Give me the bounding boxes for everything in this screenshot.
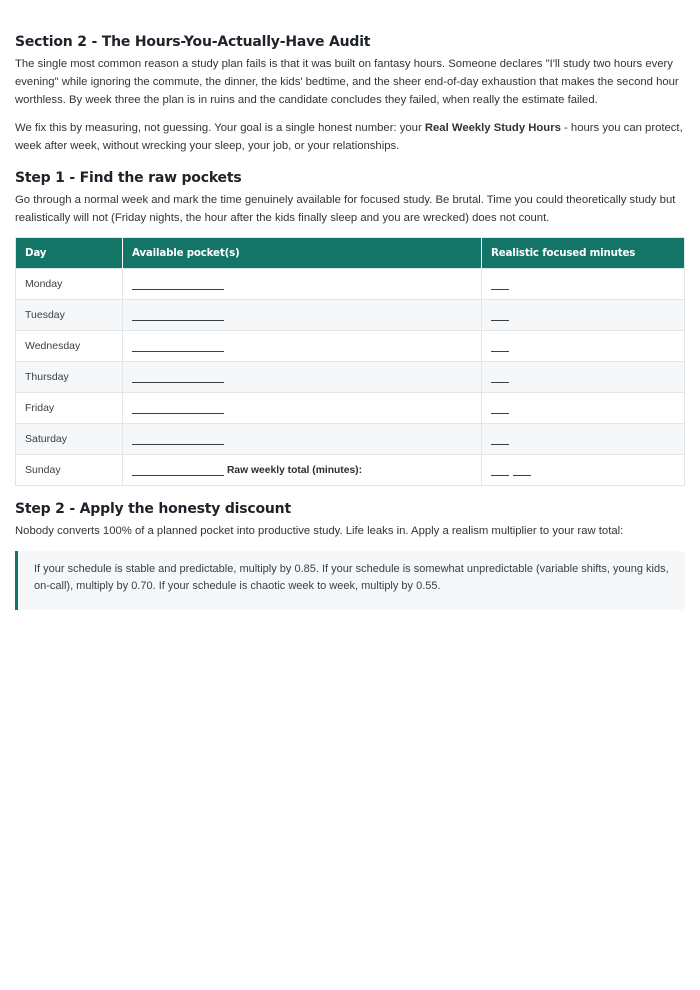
multiplier-callout-text: If your schedule is stable and predictable, multiply by 0.85. If your schedule is somewhat unpredictable (variable shifts, young kids, on-call), multiply by 0.70. If your schedule is chaotic week to week, multiply by 0.55. <box>34 562 669 593</box>
minutes-cell <box>482 393 685 424</box>
minutes-blank-line[interactable] <box>491 466 509 476</box>
pocket-cell <box>123 331 482 362</box>
minutes-blank-line[interactable] <box>491 311 509 321</box>
pocket-cell <box>123 455 482 486</box>
day-cell: Sunday <box>16 455 123 486</box>
pocket-blank-line[interactable] <box>132 373 224 383</box>
minutes-cell <box>482 362 685 393</box>
multiplier-callout <box>15 551 685 610</box>
pocket-blank-line[interactable] <box>132 280 224 290</box>
day-cell: Tuesday <box>16 300 123 331</box>
table-header-row <box>16 238 685 269</box>
minutes-cell <box>482 424 685 455</box>
minutes-cell <box>482 300 685 331</box>
table-row <box>16 300 685 331</box>
step1-description: Go through a normal week and mark the time genuinely available for focused study. Be brutal. Time you could theoretically study but realistically will not (Friday nights, the hour after the kids finally sleep and you are wrecked) does not count. <box>15 194 676 225</box>
minutes-blank-line[interactable] <box>491 435 509 445</box>
header-available-pockets: Available pocket(s) <box>123 238 482 269</box>
table-row <box>16 393 685 424</box>
day-cell: Saturday <box>16 424 123 455</box>
minutes-blank-line[interactable] <box>491 373 509 383</box>
step1-title: Step 1 - Find the raw pockets <box>15 170 242 187</box>
step2-title: Step 2 - Apply the honesty discount <box>15 501 291 518</box>
goal-text-start: We fix this by measuring, not guessing. Your goal is a single honest number: your <box>15 121 425 134</box>
day-cell: Thursday <box>16 362 123 393</box>
weekly-hours-table <box>15 237 685 486</box>
minutes-blank-line[interactable] <box>491 404 509 414</box>
real-weekly-study-hours-term: Real Weekly Study Hours <box>424 121 561 134</box>
table-row <box>16 424 685 455</box>
table-row <box>16 269 685 300</box>
day-cell: Wednesday <box>16 331 123 362</box>
header-day: Day <box>16 238 123 269</box>
minutes-cell <box>482 331 685 362</box>
table-row <box>16 455 685 486</box>
pocket-blank-line[interactable] <box>132 466 224 476</box>
intro-paragraph: The single most common reason a study plan fails is that it was built on fantasy hours. Someone declares "I'll study two hours every evening" while ignoring the commute, the dinner, the kids' bedtime, and the sheer end-of-day exhaustion that makes the second hour worthless. By week three the plan is in ruins and the candidate concludes they failed, when really the estimate failed. <box>15 58 679 107</box>
table-row <box>16 362 685 393</box>
pocket-blank-line[interactable] <box>132 435 224 445</box>
pocket-cell <box>123 300 482 331</box>
goal-text-end: - hours you can protect, week after week, without wrecking your sleep, your job, or your relationships. <box>15 121 683 152</box>
pocket-cell <box>123 393 482 424</box>
pocket-cell <box>123 362 482 393</box>
pocket-blank-line[interactable] <box>132 311 224 321</box>
section-title: Section 2 - The Hours-You-Actually-Have Audit <box>15 34 371 50</box>
minutes-cell <box>482 455 685 486</box>
total-blank-line[interactable] <box>513 466 531 476</box>
day-cell: Friday <box>16 393 123 424</box>
goal-paragraph <box>15 119 685 155</box>
pocket-cell <box>123 269 482 300</box>
header-realistic-minutes: Realistic focused minutes <box>482 238 685 269</box>
raw-weekly-total-label: Raw weekly total (minutes): <box>227 465 363 477</box>
day-cell: Monday <box>16 269 123 300</box>
table-row <box>16 331 685 362</box>
minutes-cell <box>482 269 685 300</box>
step2-description: Nobody converts 100% of a planned pocket into productive study. Life leaks in. Apply a realism multiplier to your raw total: <box>15 525 624 538</box>
minutes-blank-line[interactable] <box>491 280 509 290</box>
minutes-blank-line[interactable] <box>491 342 509 352</box>
pocket-blank-line[interactable] <box>132 404 224 414</box>
pocket-cell <box>123 424 482 455</box>
document-page <box>15 0 685 610</box>
pocket-blank-line[interactable] <box>132 342 224 352</box>
